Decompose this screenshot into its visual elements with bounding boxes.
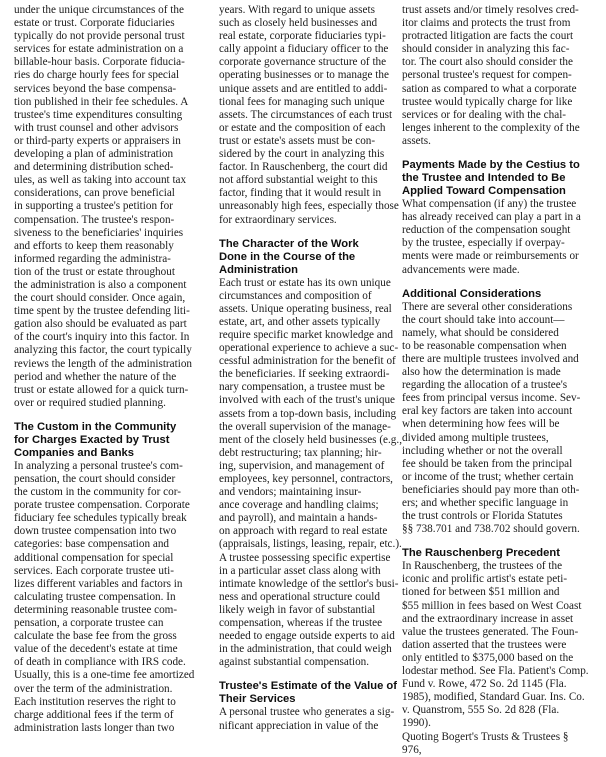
section-heading-trustee-estimate: Trustee's Estimate of the Value of Their Services	[219, 680, 397, 706]
section-heading-rauschenberg-precedent: The Rauschenberg Precedent	[402, 547, 560, 560]
body-paragraph: years. With regard to unique assets such as closely held businesses and real estate, corporate fiduciaries typi- cally appoint a fiduciary officer to the corporate governance structure of the operating businesses or to manage the unique assets and are entitled to addi- tional fees for managing such unique assets. The circumstances of each trust or estate and the composition of each trust or estate's assets must be con- sidered by the court in analyzing this factor. In Rauschenberg, the court did not afford substantial weight to this factor, finding that it would result in unreasonably high fees, especially those for extraordinary services.	[219, 4, 399, 226]
body-paragraph: In Rauschenberg, the trustees of the iconic and prolific artist's estate peti- tioned for between $51 million and $55 million in fees based on West Coast and the extraordinary increase in asset value the trustees generated. The Foun- dation asserted that the trustees were only entitled to $375,000 based on the lodestar method. See Fla. Patient's Comp. Fund v. Rowe, 472 So. 2d 1145 (Fla. 1985), modified, Standard Guar. Ins. Co. v. Quanstrom, 555 So. 2d 828 (Fla. 1990). Quoting Bogert's Trusts & Trustees § 976,	[402, 560, 589, 756]
section-heading-payments-made: Payments Made by the Cestius to the Trustee and Intended to Be Applied Toward Compensation	[402, 159, 580, 198]
section-heading-custom-in-community: The Custom in the Community for Charges Exacted by Trust Companies and Banks	[14, 420, 177, 459]
section-heading-character-of-work: The Character of the Work Done in the Course of the Administration	[219, 237, 359, 276]
body-paragraph: Each trust or estate has its own unique circumstances and composition of assets. Unique operating business, real estate, art, and other assets typically require specific market knowledge and operational experience to achieve a suc- cessful administration for the benefit of the beneficiaries. If seeking extraordi- nary compensation, a trustee must be involved with each of the trust's unique assets from a top-down basis, including the overall supervision of the manage- ment of the closely held businesses (e.g., debt restructuring; tax planning; hir- ing, supervision, and management of employees, key personnel, contractors, and vendors; maintaining insur- ance coverage and handling claims; and payroll), and maintain a hands- on approach with regard to real estate (appraisals, listings, leasing, repair, etc.). A trustee possessing specific expertise in a particular asset class along with intimate knowledge of the settlor's busi- ness and operational structure could likely weigh in favor of substantial compensation, whereas if the trustee needed to engage outside experts to aid in the administration, that could weigh against substantial compensation.	[219, 276, 402, 669]
column-1	[14, 4, 198, 735]
body-paragraph: There are several other considerations the court should take into account— namely, what should be considered to be reasonable compensation when there are multiple trustees involved and also how the determination is made regarding the allocation of a trustee's fees from principal versus income. Sev- eral key factors are taken into account when determining how fees will be divided among multiple trustees, including whether or not the overall fee should be taken from the principal or income of the trust; whether certain beneficiaries should pay more than oth- ers; and whether specific language in the trust controls or Florida Statutes §§ 738.701 and 738.702 should govern.	[402, 300, 581, 536]
section-heading-additional-considerations: Additional Considerations	[402, 287, 542, 300]
body-paragraph: under the unique circumstances of the estate or trust. Corporate fiduciaries typically do not provide personal trust services for estate administration on a billable-hour basis. Corporate fiducia- ries do charge hourly fees for special services beyond the base compensa- tion published in their fee schedules. A trustee's time expenditures consulting with trust counsel and other advisors or third-party experts or appraisers in developing a plan of administration and determining distribution sched- ules, as well as taking into account tax considerations, can prove beneficial in supporting a trustee's petition for compensation. The trustee's respon- siveness to the beneficiaries' inquiries and efforts to keep them reasonably informed regarding the administra- tion of the trust or estate throughout the administration is also a component the court should consider. Once again, time spent by the trustee defending liti- gation also should be evaluated as part of the court's inquiry into this factor. In analyzing this factor, the court typically reviews the length of the administration period and whether the nature of the trust or estate allowed for a quick turn- over or required studied planning.	[14, 4, 193, 409]
body-paragraph: What compensation (if any) the trustee has already received can play a part in a reduction of the compensation sought by the trustee, especially if overpay- ments were made or reimbursements or advancements were made.	[402, 198, 581, 276]
body-paragraph: A personal trustee who generates a sig- nificant appreciation in value of the	[219, 706, 395, 732]
column-2	[219, 4, 403, 733]
column-3	[402, 4, 590, 757]
body-paragraph: In analyzing a personal trustee's com- pensation, the court should consider the custom in the community for cor- porate trustee compensation. Corporate fiduciary fee schedules typically break down trustee compensation into two categories: base compensation and additional compensation for special services. Each corporate trustee uti- lizes different variables and factors in calculating trustee compensation. In determining reasonable trustee com- pensation, a corporate trustee can calculate the base fee from the gross value of the decedent's estate at time of death in compliance with IRS code. Usually, this is a one-time fee amortized over the term of the administration. Each institution reserves the right to charge additional fees if the term of administration lasts longer than two	[14, 459, 195, 734]
body-paragraph: trust assets and/or timely resolves cred- itor claims and protects the trust from protracted litigation are facts the court should consider in analyzing this fac- tor. The court also should consider the personal trustee's request for compen- sation as compared to what a corporate trustee would typically charge for like services or for dealing with the chal- lenges inherent to the complexity of the assets.	[402, 4, 580, 147]
